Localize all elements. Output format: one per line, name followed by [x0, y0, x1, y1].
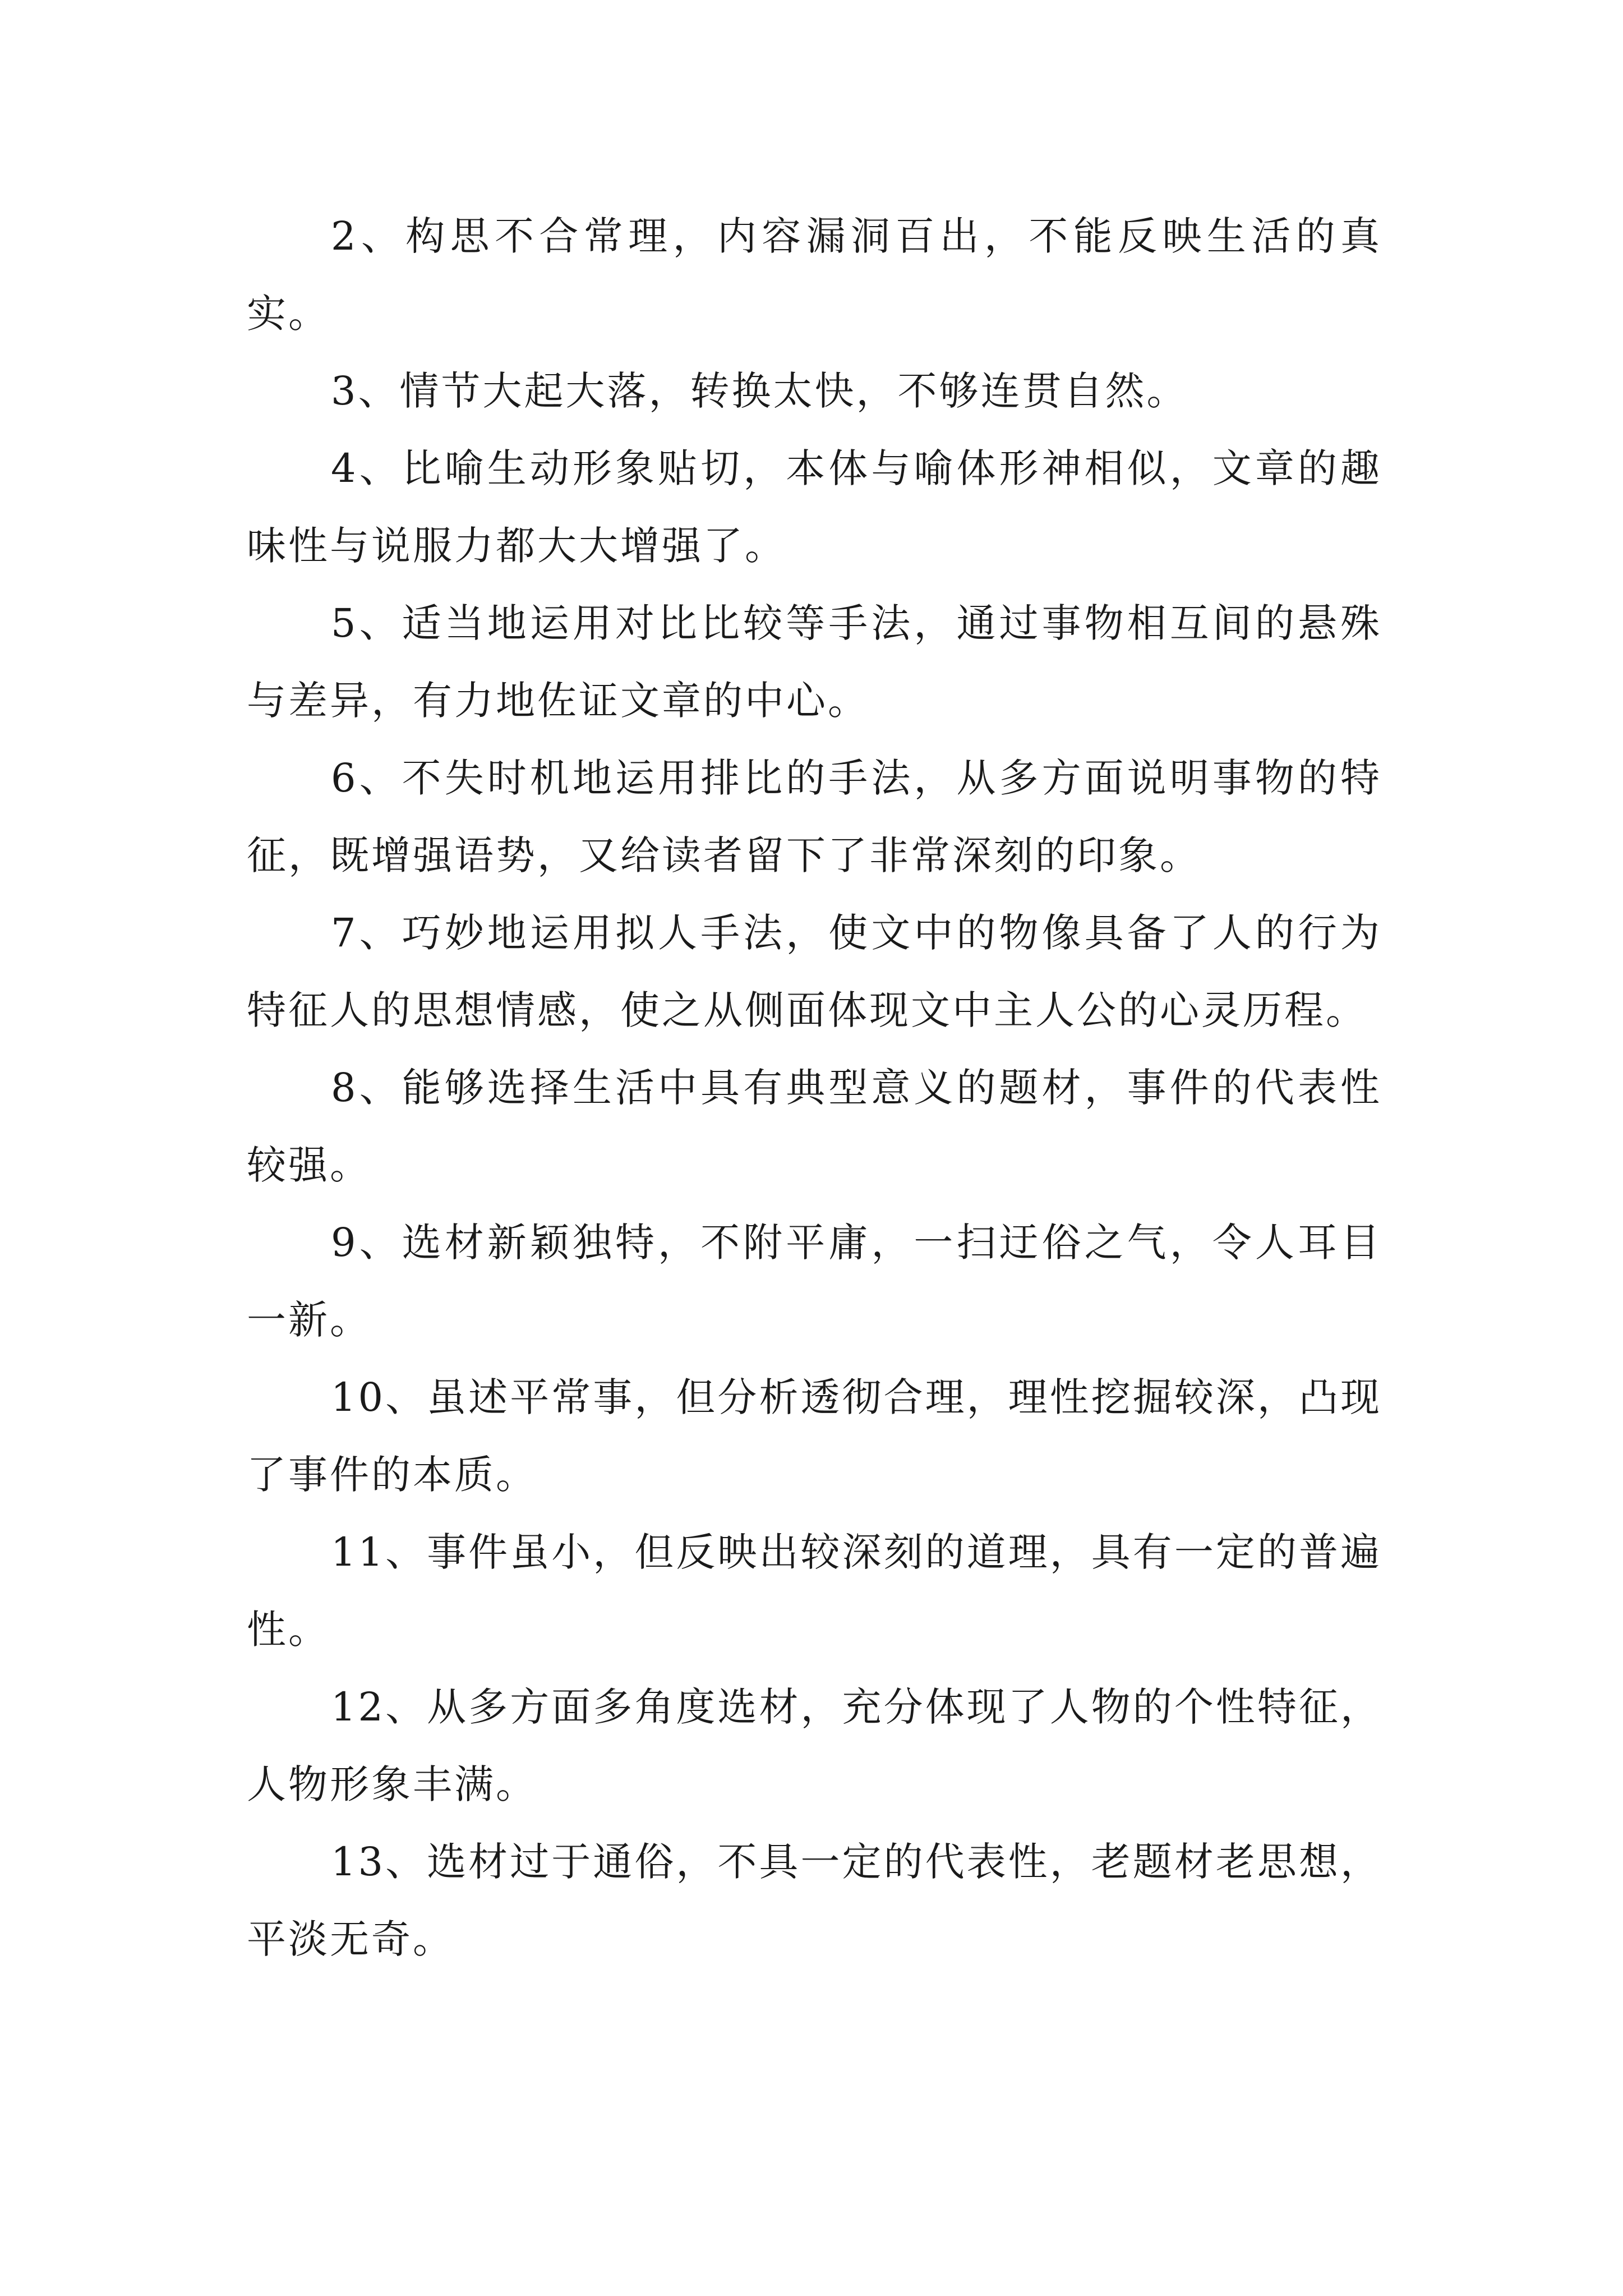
paragraph-item-9: 9、选材新颖独特，不附平庸，一扫迂俗之气，令人耳目一新。 — [247, 1220, 1382, 1343]
paragraph-item-4: 4、比喻生动形象贴切，本体与喻体形神相似，文章的趣味性与说服力都大大增强了。 — [247, 445, 1382, 569]
paragraph-item-5: 5、适当地运用对比比较等手法，通过事物相互间的悬殊与差异，有力地佐证文章的中心。 — [247, 600, 1382, 724]
paragraph-item-11: 11、事件虽小，但反映出较深刻的道理，具有一定的普遍性。 — [247, 1529, 1382, 1653]
paragraph-item-2: 2、构思不合常理，内容漏洞百出，不能反映生活的真实。 — [247, 213, 1382, 337]
paragraph-item-7: 7、巧妙地运用拟人手法，使文中的物像具备了人的行为特征人的思想情感，使之从侧面体现文中主人公的心灵历程。 — [247, 910, 1382, 1033]
paragraph-item-12: 12、从多方面多角度选材，充分体现了人物的个性特征，人物形象丰满。 — [247, 1684, 1382, 1807]
paragraph-item-13: 13、选材过于通俗，不具一定的代表性，老题材老思想，平淡无奇。 — [247, 1839, 1382, 1962]
paragraph-item-8: 8、能够选择生活中具有典型意义的题材，事件的代表性较强。 — [247, 1065, 1382, 1188]
paragraph-item-10: 10、虽述平常事，但分析透彻合理，理性挖掘较深，凸现了事件的本质。 — [247, 1374, 1382, 1498]
paragraph-item-3: 3、情节大起大落，转换太快，不够连贯自然。 — [331, 368, 1188, 414]
paragraph-item-6: 6、不失时机地运用排比的手法，从多方面说明事物的特征，既增强语势，又给读者留下了非常深刻的印象。 — [247, 755, 1382, 878]
document-body — [247, 197, 1382, 1978]
